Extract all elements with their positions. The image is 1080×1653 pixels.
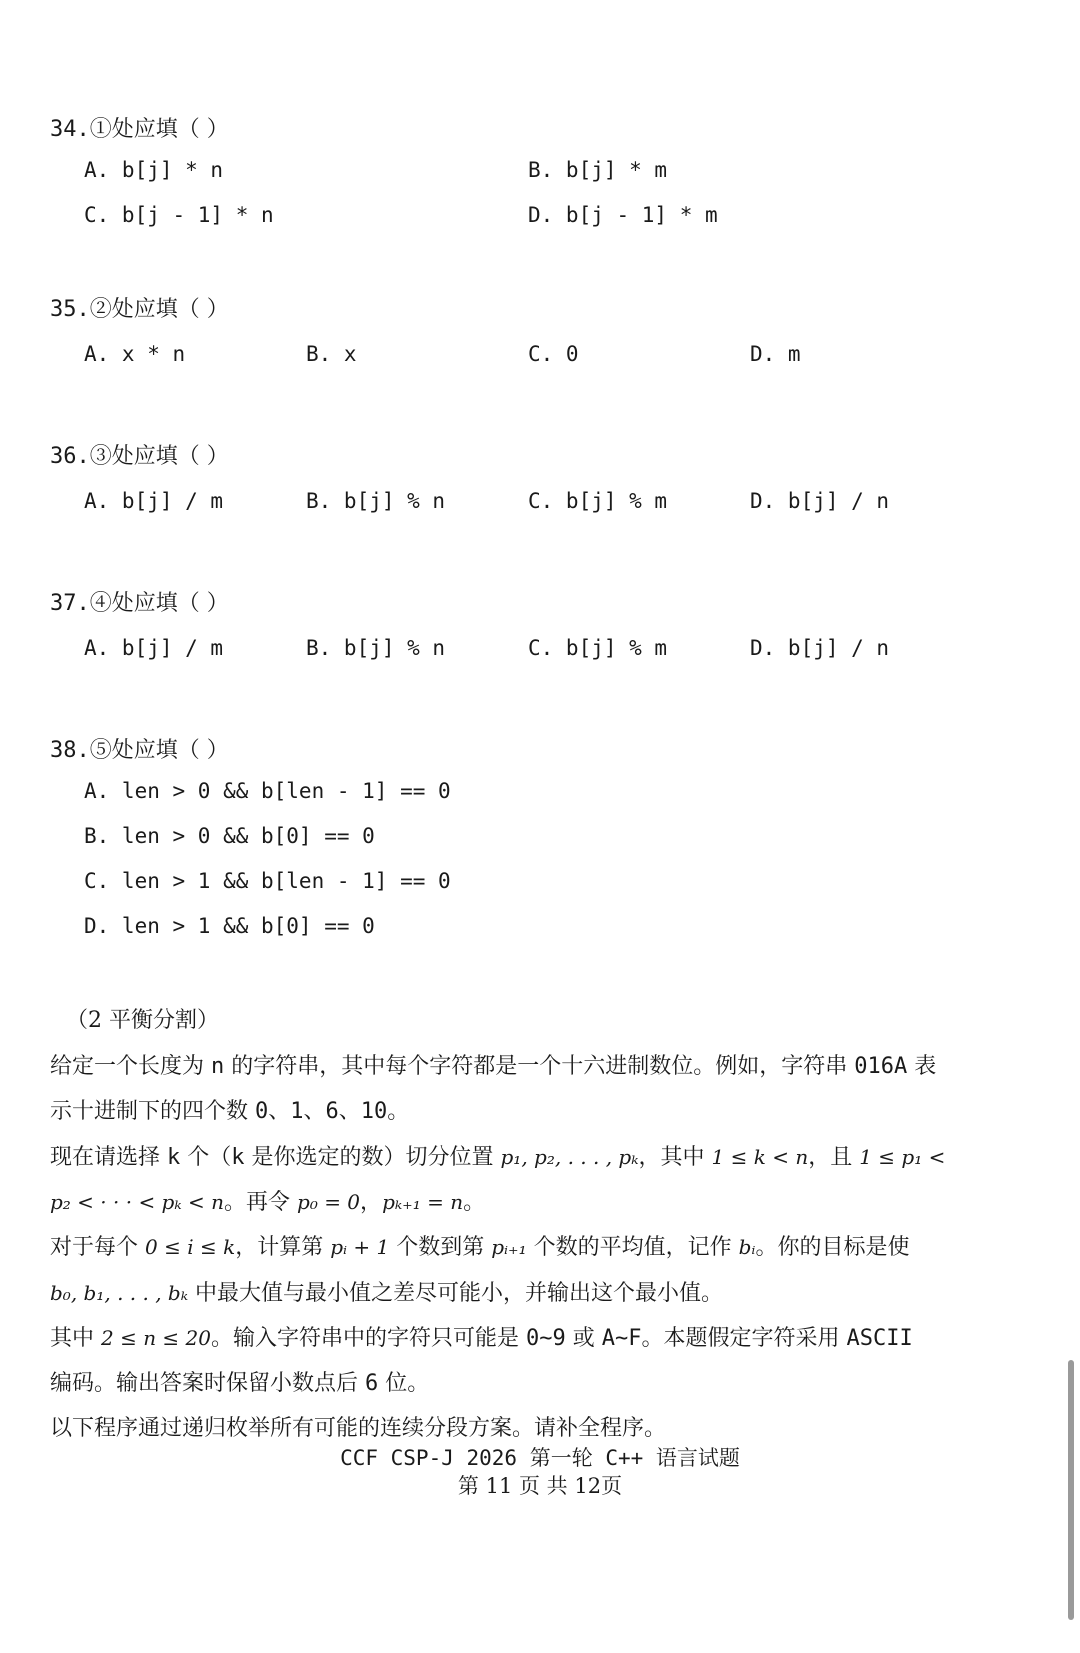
option-b[interactable]: B. len > 0 && b[0] == 0 bbox=[84, 824, 375, 848]
option-a[interactable]: A. x * n bbox=[84, 342, 186, 366]
problem-paragraph-6 bbox=[50, 1276, 1010, 1307]
text: 中最大值与最小值之差尽可能小，并输出这个最小值。 bbox=[188, 1281, 724, 1306]
text: ，且 bbox=[808, 1145, 860, 1170]
text: 。输入字符串中的字符只可能是 bbox=[211, 1326, 526, 1351]
question-number: 36. bbox=[50, 444, 90, 469]
text: 其中 bbox=[50, 1326, 101, 1351]
text: 的字符串，其中每个字符都是一个十六进制数位。例如，字符串 bbox=[224, 1054, 855, 1079]
text: 个数到第 bbox=[389, 1235, 492, 1260]
question-stem: 处应填（ ） bbox=[111, 117, 229, 142]
text: 。本题假定字符采用 bbox=[641, 1326, 847, 1351]
option-d[interactable]: D. b[j] / n bbox=[750, 636, 890, 660]
text: ， bbox=[360, 1190, 383, 1215]
problem-paragraph-9: 以下程序通过递归枚举所有可能的连续分段方案。请补全程序。 bbox=[50, 1416, 667, 1441]
problem-paragraph-3 bbox=[50, 1140, 1010, 1171]
blank-marker: ① bbox=[89, 117, 112, 142]
problem-title: （2 平衡分割） bbox=[66, 1008, 219, 1033]
question-stem: 处应填（ ） bbox=[111, 591, 229, 616]
question-number: 35. bbox=[50, 297, 90, 322]
var-k: k bbox=[167, 1145, 181, 1170]
question-number: 38. bbox=[50, 738, 90, 763]
blank-marker: ③ bbox=[89, 444, 112, 469]
code-sample: 0、1、6、10 bbox=[255, 1099, 388, 1124]
code-sample: A~F bbox=[601, 1326, 642, 1351]
option-c[interactable]: C. b[j] % m bbox=[528, 489, 668, 513]
code-sample: 6 bbox=[365, 1371, 379, 1396]
math: p₀ = 0 bbox=[297, 1190, 361, 1214]
option-b[interactable]: B. b[j] * m bbox=[528, 158, 668, 182]
problem-paragraph-1 bbox=[50, 1049, 1010, 1080]
math: p₂ < · · · < pₖ < n bbox=[50, 1190, 225, 1214]
math: pᵢ + 1 bbox=[330, 1235, 390, 1259]
blank-marker: ④ bbox=[89, 591, 112, 616]
text: 。 bbox=[387, 1099, 410, 1124]
text: 或 bbox=[565, 1326, 602, 1351]
text: ，其中 bbox=[638, 1145, 712, 1170]
option-d[interactable]: D. m bbox=[750, 342, 801, 366]
code-sample: 0~9 bbox=[526, 1326, 566, 1351]
option-c[interactable]: C. len > 1 && b[len - 1] == 0 bbox=[84, 869, 451, 893]
question-35 bbox=[50, 292, 229, 323]
text: 个数的平均值，记作 bbox=[526, 1235, 739, 1260]
math: 1 ≤ k < n bbox=[711, 1145, 809, 1169]
math: p₁, p₂, . . . , pₖ bbox=[500, 1145, 639, 1169]
math: 2 ≤ n ≤ 20 bbox=[101, 1326, 211, 1350]
text: ，计算第 bbox=[235, 1235, 331, 1260]
math: bᵢ bbox=[738, 1235, 756, 1259]
math: 0 ≤ i ≤ k bbox=[145, 1235, 236, 1259]
math: pₖ₊₁ = n bbox=[382, 1190, 464, 1214]
option-c[interactable]: C. b[j - 1] * n bbox=[84, 203, 274, 227]
option-d[interactable]: D. b[j] / n bbox=[750, 489, 890, 513]
question-37 bbox=[50, 586, 229, 617]
math: b₀, b₁, . . . , bₖ bbox=[50, 1281, 189, 1305]
text: 是你选定的数）切分位置 bbox=[244, 1145, 501, 1170]
text: 。再令 bbox=[224, 1190, 298, 1215]
option-a[interactable]: A. b[j] / m bbox=[84, 636, 224, 660]
scrollbar-thumb[interactable] bbox=[1068, 1360, 1074, 1620]
option-d[interactable]: D. len > 1 && b[0] == 0 bbox=[84, 914, 375, 938]
question-stem: 处应填（ ） bbox=[111, 738, 229, 763]
question-number: 37. bbox=[50, 591, 90, 616]
text: 示十进制下的四个数 bbox=[50, 1099, 255, 1124]
problem-paragraph-4 bbox=[50, 1185, 1010, 1216]
footer-exam-title: CCF CSP-J 2026 第一轮 C++ 语言试题 bbox=[340, 1446, 740, 1470]
question-stem: 处应填（ ） bbox=[111, 444, 229, 469]
question-number: 34. bbox=[50, 117, 90, 142]
question-38 bbox=[50, 733, 229, 764]
question-34 bbox=[50, 112, 229, 143]
blank-marker: ⑤ bbox=[89, 738, 112, 763]
text: 给定一个长度为 bbox=[50, 1054, 211, 1079]
option-d[interactable]: D. b[j - 1] * m bbox=[528, 203, 718, 227]
text: 个（ bbox=[180, 1145, 232, 1170]
option-b[interactable]: B. b[j] % n bbox=[306, 636, 446, 660]
var-k: k bbox=[231, 1145, 245, 1170]
code-sample: 016A bbox=[854, 1054, 908, 1079]
question-36 bbox=[50, 439, 229, 470]
problem-paragraph-8 bbox=[50, 1366, 1010, 1397]
text: 表 bbox=[907, 1054, 937, 1079]
option-b[interactable]: B. b[j] % n bbox=[306, 489, 446, 513]
option-c[interactable]: C. b[j] % m bbox=[528, 636, 668, 660]
blank-marker: ② bbox=[89, 297, 112, 322]
code-sample: ASCII bbox=[846, 1326, 913, 1351]
text: 编码。输出答案时保留小数点后 bbox=[50, 1371, 365, 1396]
problem-paragraph-5 bbox=[50, 1230, 1010, 1261]
problem-paragraph-7 bbox=[50, 1321, 1010, 1352]
option-a[interactable]: A. b[j] * n bbox=[84, 158, 224, 182]
text: 。你的目标是使 bbox=[755, 1235, 910, 1260]
text: 现在请选择 bbox=[50, 1145, 167, 1170]
text: 位。 bbox=[378, 1371, 430, 1396]
footer-page-number: 第 11 页 共 12页 bbox=[457, 1474, 623, 1498]
var-n: n bbox=[211, 1054, 225, 1079]
problem-paragraph-2 bbox=[50, 1094, 1010, 1125]
math: pᵢ₊₁ bbox=[491, 1235, 527, 1259]
question-stem: 处应填（ ） bbox=[111, 297, 229, 322]
option-b[interactable]: B. x bbox=[306, 342, 357, 366]
option-a[interactable]: A. b[j] / m bbox=[84, 489, 224, 513]
option-c[interactable]: C. 0 bbox=[528, 342, 579, 366]
text: 。 bbox=[463, 1190, 486, 1215]
math: 1 ≤ p₁ < bbox=[859, 1145, 946, 1169]
option-a[interactable]: A. len > 0 && b[len - 1] == 0 bbox=[84, 779, 451, 803]
text: 对于每个 bbox=[50, 1235, 145, 1260]
